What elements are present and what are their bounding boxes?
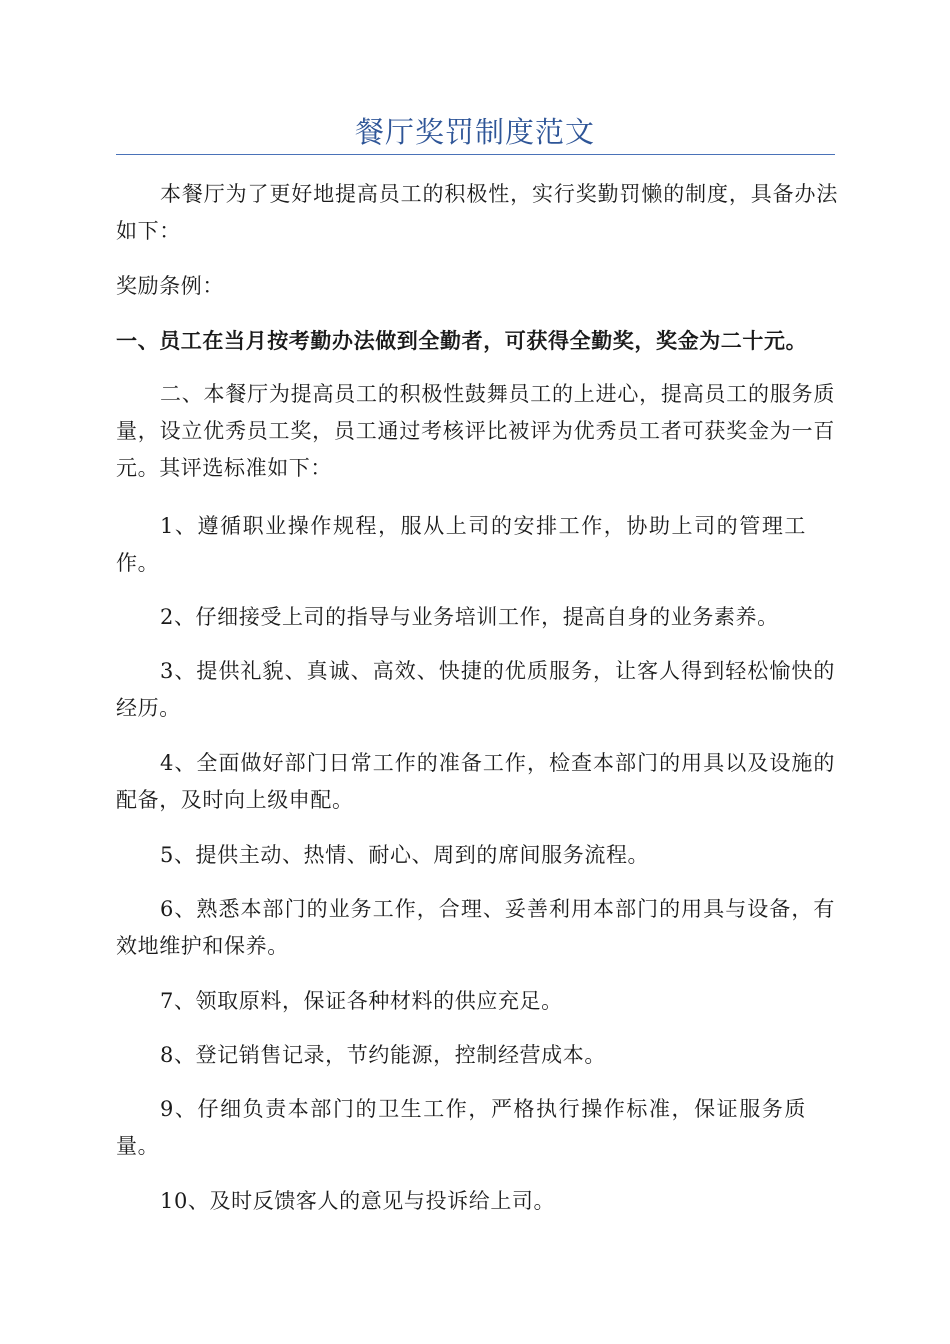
criteria-item-6: 6、熟悉本部门的业务工作，合理、妥善利用本部门的用具与设备，有效地维护和保养。 [116, 897, 835, 958]
reward-item-two: 二、本餐厅为提高员工的积极性鼓舞员工的上进心，提高员工的服务质量，设立优秀员工奖，员工通过考核评比被评为优秀员工者可获奖金为一百元。其评选标准如下： [116, 382, 835, 480]
intro-paragraph: 本餐厅为了更好地提高员工的积极性，实行奖勤罚懒的制度，具备办法如下： [116, 182, 838, 243]
criteria-item-10: 10、及时反馈客人的意见与投诉给上司。 [160, 1189, 556, 1213]
criteria-item-3: 3、提供礼貌、真诚、高效、快捷的优质服务，让客人得到轻松愉快的经历。 [116, 659, 835, 720]
criteria-item-8: 8、登记销售记录，节约能源，控制经营成本。 [160, 1043, 606, 1067]
title-underline [116, 154, 835, 155]
section-heading: 奖励条例： [116, 274, 224, 298]
criteria-item-9: 9、仔细负责本部门的卫生工作，严格执行操作标准，保证服务质量。 [116, 1097, 806, 1158]
reward-item-one: 一、员工在当月按考勤办法做到全勤者，可获得全勤奖，奖金为二十元。 [116, 328, 808, 353]
criteria-item-4: 4、全面做好部门日常工作的准备工作，检查本部门的用具以及设施的配备，及时向上级申配。 [116, 751, 835, 812]
criteria-item-7: 7、领取原料，保证各种材料的供应充足。 [160, 989, 563, 1013]
criteria-item-2: 2、仔细接受上司的指导与业务培训工作，提高自身的业务素养。 [160, 605, 779, 629]
criteria-item-1: 1、遵循职业操作规程，服从上司的安排工作，协助上司的管理工作。 [116, 514, 806, 575]
criteria-item-5: 5、提供主动、热情、耐心、周到的席间服务流程。 [160, 843, 650, 867]
document-title: 餐厅奖罚制度范文 [354, 115, 595, 149]
